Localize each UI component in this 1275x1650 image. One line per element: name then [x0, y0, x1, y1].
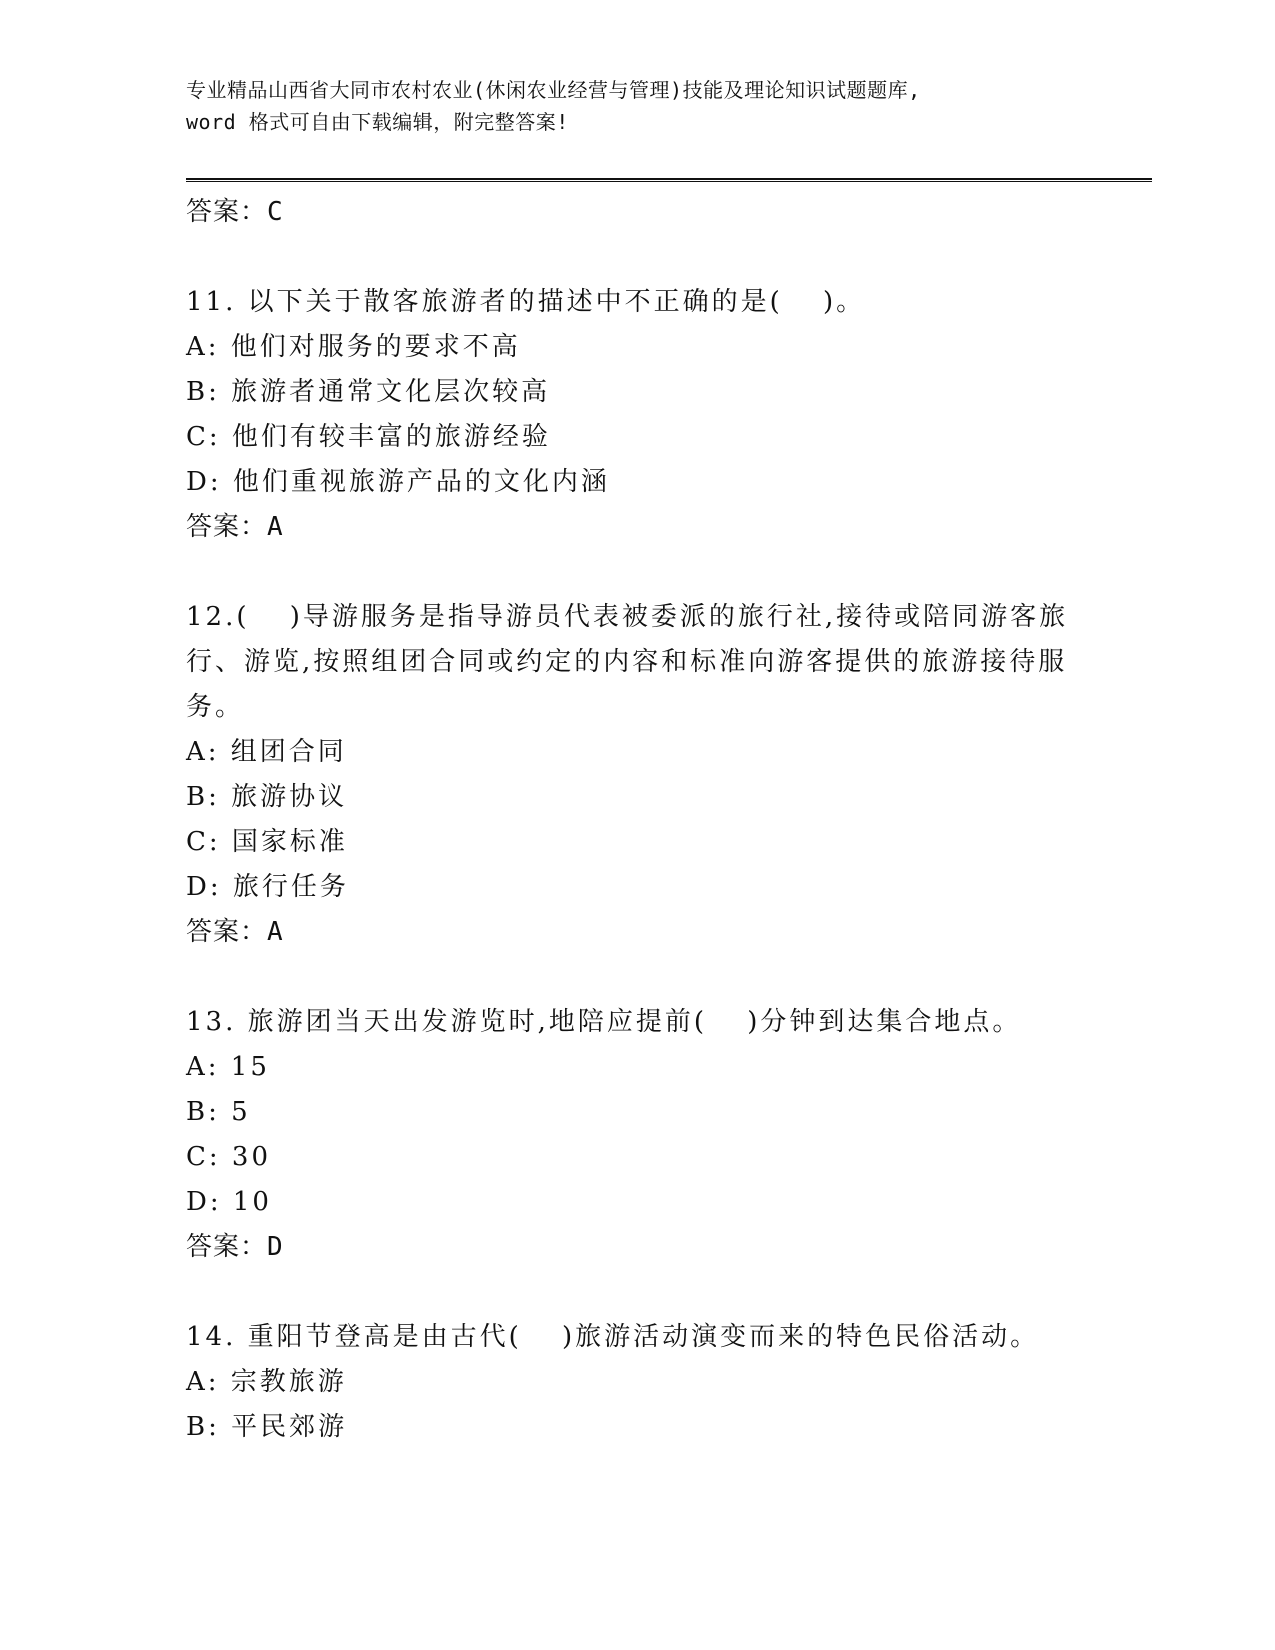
- header-line-2: word 格式可自由下载编辑，附完整答案!: [186, 110, 569, 134]
- page-header: [186, 74, 1086, 138]
- option-a: A: 15: [186, 1052, 270, 1082]
- document-body: [186, 190, 1086, 1450]
- question-text: 13. 旅游团当天出发游览时,地陪应提前( )分钟到达集合地点。: [186, 1007, 1022, 1037]
- answer-label: 答案：: [186, 1232, 268, 1262]
- option-b: B: 旅游协议: [186, 782, 348, 812]
- answer-label: 答案：: [186, 197, 268, 227]
- option-d: D: 10: [186, 1187, 272, 1217]
- answer-value: A: [267, 917, 284, 947]
- answer-value: C: [267, 197, 284, 227]
- header-line-1: 专业精品山西省大同市农村农业(休闲农业经营与管理)技能及理论知识试题题库,: [186, 78, 921, 102]
- answer-line: [186, 910, 1086, 954]
- option-c: C: 国家标准: [186, 827, 348, 857]
- option-c: C: 他们有较丰富的旅游经验: [186, 422, 551, 452]
- question-block-13: [186, 1000, 1086, 1269]
- answer-line: [186, 1225, 1086, 1269]
- question-block-12: [186, 595, 1086, 954]
- answer-value: D: [267, 1232, 284, 1262]
- option-d: D: 他们重视旅游产品的文化内涵: [186, 467, 610, 497]
- option-a: A: 组团合同: [186, 737, 347, 767]
- answer-label: 答案：: [186, 917, 268, 947]
- option-c: C: 30: [186, 1142, 272, 1172]
- option-b: B: 旅游者通常文化层次较高: [186, 377, 551, 407]
- answer-label: 答案：: [186, 512, 268, 542]
- option-a: A: 他们对服务的要求不高: [186, 332, 521, 362]
- header-rule: [186, 178, 1152, 182]
- option-b: B: 5: [186, 1097, 251, 1127]
- question-text: 12.( )导游服务是指导游员代表被委派的旅行社,接待或陪同游客旅行、游览,按照组团合同或约定的内容和标准向游客提供的旅游接待服务。: [186, 602, 1069, 722]
- option-d: D: 旅行任务: [186, 872, 349, 902]
- question-block-11: [186, 280, 1086, 549]
- question-text: 14. 重阳节登高是由古代( )旅游活动演变而来的特色民俗活动。: [186, 1322, 1040, 1352]
- question-block-14: [186, 1315, 1086, 1450]
- answer-value: A: [267, 512, 284, 542]
- answer-line-prev: [186, 190, 1086, 234]
- answer-line: [186, 505, 1086, 549]
- option-b: B: 平民郊游: [186, 1412, 348, 1442]
- question-text: 11. 以下关于散客旅游者的描述中不正确的是( )。: [186, 287, 866, 317]
- option-a: A: 宗教旅游: [186, 1367, 347, 1397]
